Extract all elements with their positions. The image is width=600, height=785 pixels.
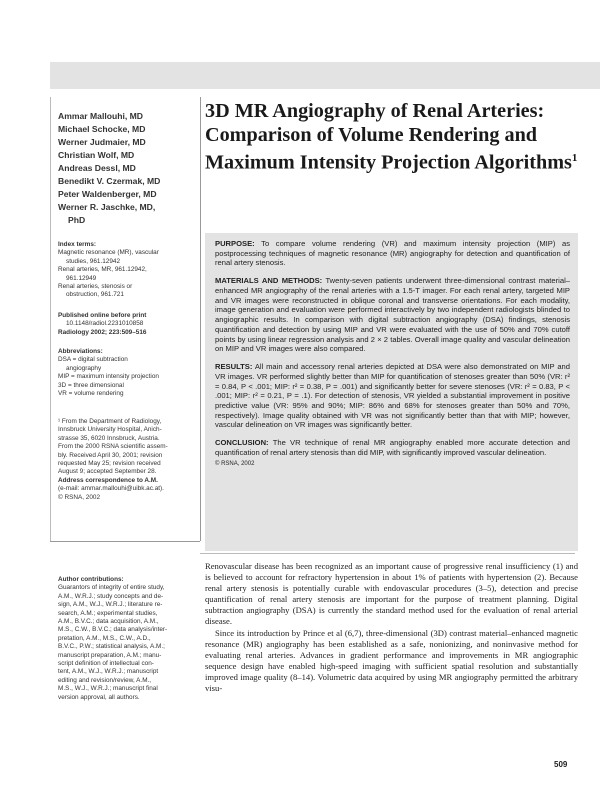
header-band — [50, 62, 600, 89]
index-term-line: 961.12949 — [66, 274, 97, 282]
body-text — [205, 561, 578, 694]
author: Werner Judmaier, MD — [58, 137, 146, 147]
abstract-methods — [215, 276, 570, 354]
index-term-line: Magnetic resonance (MR), vascular — [58, 249, 159, 257]
contribution-line: editing and revision/review, A.M., — [58, 676, 152, 684]
results-text: All main and accessory renal arteries depicted at DSA were also demonstrated on MIP and VR images. VR performed slightly better than MIP for quantification of stenoses greater than 50% (VR: r² = 0.84, P < .001; MIP: r² = 0.38, P = .001) and significantly better for severe stenoses (VR: r² = 0.83, P < .001; MIP: r² = 0.21, P = .1). For detection of stenosis, VR yielded a substantial improvement in positive predictive value (VR: 95% and 90%; MIP: 86% and 68% for stenoses greater than 50% and 70%, respectively). Image quality obtained with VR was not significantly better than that with MIP; however, vascular delineation on VR images was significantly better. — [215, 362, 570, 430]
purpose-text: To compare volume rendering (VR) and maximum intensity projection (MIP) as postprocessing techniques of magnetic resonance (MR) angiography for detection and quantification of renal artery stenosis. — [215, 239, 570, 268]
author: Ammar Mallouhi, MD — [58, 111, 143, 121]
methods-label: MATERIALS AND METHODS: — [215, 276, 323, 286]
abstract-results — [215, 362, 570, 430]
author-list — [58, 110, 198, 227]
contribution-line: pretation, A.M., M.S., C.W., A.D., — [58, 634, 151, 642]
contribution-line: sign, A.M., W.J., W.R.J.; literature re- — [58, 601, 163, 609]
index-terms — [58, 241, 198, 300]
author: Christian Wolf, MD — [58, 150, 135, 160]
contributions-heading: Author contributions: — [58, 576, 124, 583]
affiliation-line: (e-mail: ammar.mallouhi@uibk.ac.at). — [58, 485, 164, 493]
index-term-line: Renal arteries, MR, 961.12942, — [58, 266, 147, 274]
article-title — [205, 100, 580, 176]
index-term-line: studies, 961.12942 — [66, 257, 121, 265]
author-contributions — [58, 576, 198, 702]
author: PhD — [68, 215, 86, 225]
affiliation-line: From the 2000 RSNA scientific assem- — [58, 443, 168, 451]
sidebar-bottom-rule — [50, 541, 200, 542]
title-text: 3D MR Angiography of Renal Arteries: Comparison of Volume Rendering and Maximum Intensity Projection Algorithms — [205, 100, 572, 174]
publication-info — [58, 312, 198, 337]
results-label: RESULTS: — [215, 362, 253, 372]
affiliation-line: Address correspondence to A.M. — [58, 476, 158, 484]
methods-text: Twenty-seven patients underwent three-dimensional contrast material–enhanced MR angiography of the renal arteries with a 1.5-T imager. For each renal artery, targeted MIP and VR images were reconstructed in oblique coronal and transverse orientations. For each modality, image generation and evaluation were performed interactively by two independent radiologists blinded to angiographic results. In comparison with digital subtraction angiography (DSA) findings, stenosis quantification and detection by using MIP and VR were evaluated with the use of 50% and 70% cutoff points by using linear regression analysis and 2 × 2 tables. Overall image quality and vascular delineation on MIP and VR images were also compared. — [215, 276, 570, 354]
affiliation-line: Innsbruck University Hospital, Anich- — [58, 426, 162, 434]
affiliation-line: bly. Received April 30, 2001; revision — [58, 451, 163, 459]
affiliation-line: August 9; accepted September 28. — [58, 468, 157, 476]
purpose-label: PURPOSE: — [215, 239, 255, 248]
contribution-line: A.M., W.R.J.; study concepts and de- — [58, 592, 164, 600]
index-terms-heading: Index terms: — [58, 241, 97, 248]
contribution-line: script definition of intellectual con- — [58, 660, 154, 668]
citation: Radiology 2002; 223:509–516 — [58, 328, 147, 336]
author: Andreas Dessl, MD — [58, 163, 136, 173]
affiliation-copyright: © RSNA, 2002 — [58, 493, 101, 501]
contribution-line: A.M., B.V.C.; data acquisition, A.M., — [58, 618, 159, 626]
author: Werner R. Jaschke, MD, — [58, 202, 156, 212]
contribution-line: M.S., W.J., W.R.J.; manuscript final — [58, 685, 158, 693]
affiliation-line: requested May 25; revision received — [58, 460, 161, 468]
author: Michael Schocke, MD — [58, 124, 146, 134]
contribution-line: search, A.M.; experimental studies, — [58, 609, 158, 617]
abbreviations-heading: Abbreviations: — [58, 348, 103, 355]
conclusion-label: CONCLUSION: — [215, 438, 269, 448]
abstract-purpose — [215, 239, 570, 268]
contribution-line: Guarantors of integrity of entire study, — [58, 584, 165, 592]
doi: 10.1148/radiol.2231010858 — [66, 320, 144, 328]
abstract-bottom-rule — [200, 553, 575, 554]
author: Benedikt V. Czermak, MD — [58, 176, 161, 186]
contribution-line: tent, A.M., W.J., W.R.J.; manuscript — [58, 668, 159, 676]
abstract-conclusion — [215, 438, 570, 457]
author: Peter Waldenberger, MD — [58, 189, 157, 199]
contribution-line: M.S., C.W., B.V.C.; data analysis/inter- — [58, 626, 168, 634]
left-column-rule — [50, 97, 51, 541]
abbreviation-line: DSA = digital subtraction — [58, 356, 128, 364]
body-paragraph: Since its introduction by Prince et al (6,7), three-dimensional (3D) contrast material–enhanced magnetic resonance (MR) angiography has been established as a safe, nonionizing, and noninvasive method for evaluating renal arteries. Advances in gradient performance and improvements in MR angiographic sequence design have enabled high-speed imaging with sufficient spatial resolution and substantially improved image quality (8–14). Volumetric data acquired by using MR angiography permitted the arbitrary visu- — [205, 627, 578, 694]
page-number: 509 — [554, 760, 568, 769]
abbreviations — [58, 348, 198, 398]
title-footnote-marker: 1 — [571, 152, 578, 165]
contribution-line: version approval, all authors. — [58, 693, 140, 701]
abbreviation-line: angiography — [66, 364, 102, 372]
published-heading: Published online before print — [58, 312, 147, 319]
column-divider — [200, 97, 201, 541]
abstract-box — [205, 233, 578, 551]
index-term-line: Renal arteries, stenosis or — [58, 283, 133, 291]
abbreviation-line: 3D = three dimensional — [58, 381, 124, 389]
affiliation-line: strasse 35, 6020 Innsbruck, Austria. — [58, 434, 160, 442]
affiliation-note — [58, 418, 198, 502]
conclusion-text: The VR technique of renal MR angiography enabled more accurate detection and quantification of renal artery stenosis than did MIP, with significantly improved vascular delineation. — [215, 438, 570, 457]
affiliation-line: ¹ From the Department of Radiology, — [58, 418, 162, 425]
contribution-line: manuscript preparation, A.M.; manu- — [58, 651, 162, 659]
contribution-line: B.V.C., P.W.; statistical analysis, A.M.; — [58, 643, 165, 651]
index-term-line: obstruction, 961.721 — [66, 291, 124, 299]
abstract-copyright: © RSNA, 2002 — [215, 460, 255, 467]
body-paragraph: Renovascular disease has been recognized as an important cause of progressive renal insufficiency (1) and is believed to account for refractory hypertension in about 1% of patients with hypertension (2). Because renal artery stenosis is potentially curable with endovascular procedures (3–5), detection and precise quantification of renal artery stenosis are important for the purpose of treatment planning. Digital subtraction angiography (DSA) is currently the standard method used for the evaluation of renal arterial disease. — [205, 561, 578, 627]
abbreviation-line: MIP = maximum intensity projection — [58, 373, 159, 381]
abbreviation-line: VR = volume rendering — [58, 390, 124, 398]
